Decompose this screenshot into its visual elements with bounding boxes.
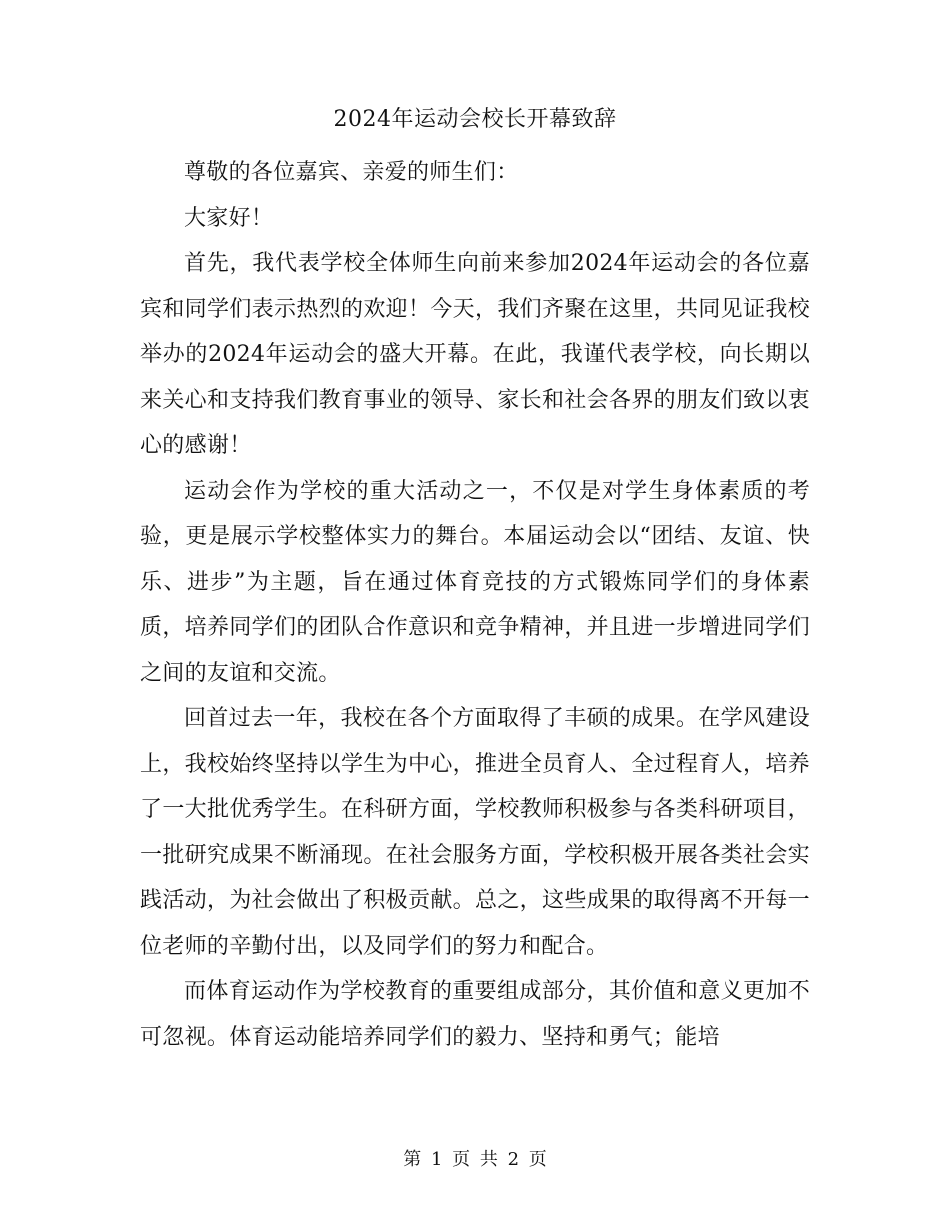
document-title: 2024年运动会校长开幕致辞 bbox=[333, 107, 617, 132]
document-body bbox=[140, 150, 810, 1060]
greeting: 大家好！ bbox=[184, 205, 274, 231]
page-number-footer: 第 1 页 共 2 页 bbox=[403, 1149, 547, 1170]
paragraph-4: 而体育运动作为学校教育的重要组成部分，其价值和意义更加不可忽视。体育运动能培养同学们的毅力、坚持和勇气；能培 bbox=[140, 979, 810, 1050]
paragraph-1: 首先，我代表学校全体师生向前来参加2024年运动会的各位嘉宾和同学们表示热烈的欢迎！今天，我们齐聚在这里，共同见证我校举办的2024年运动会的盛大开幕。在此，我谨代表学校，向长期以来关心和支持我们教育事业的领导、家长和社会各界的朋友们致以衷心的感谢！ bbox=[140, 251, 810, 458]
salutation: 尊敬的各位嘉宾、亲爱的师生们： bbox=[184, 160, 519, 185]
paragraph-3: 回首过去一年，我校在各个方面取得了丰硕的成果。在学风建设上，我校始终坚持以学生为中心，推进全员育人、全过程育人，培养了一大批优秀学生。在科研方面，学校教师积极参与各类科研项目，一批研究成果不断涌现。在社会服务方面，学校积极开展各类社会实践活动，为社会做出了积极贡献。总之，这些成果的取得离不开每一位老师的辛勤付出，以及同学们的努力和配合。 bbox=[140, 706, 810, 959]
paragraph-2: 运动会作为学校的重大活动之一，不仅是对学生身体素质的考验，更是展示学校整体实力的舞台。本届运动会以“团结、友谊、快乐、进步”为主题，旨在通过体育竞技的方式锻炼同学们的身体素质，培养同学们的团队合作意识和竞争精神，并且进一步增进同学们之间的友谊和交流。 bbox=[140, 478, 810, 686]
